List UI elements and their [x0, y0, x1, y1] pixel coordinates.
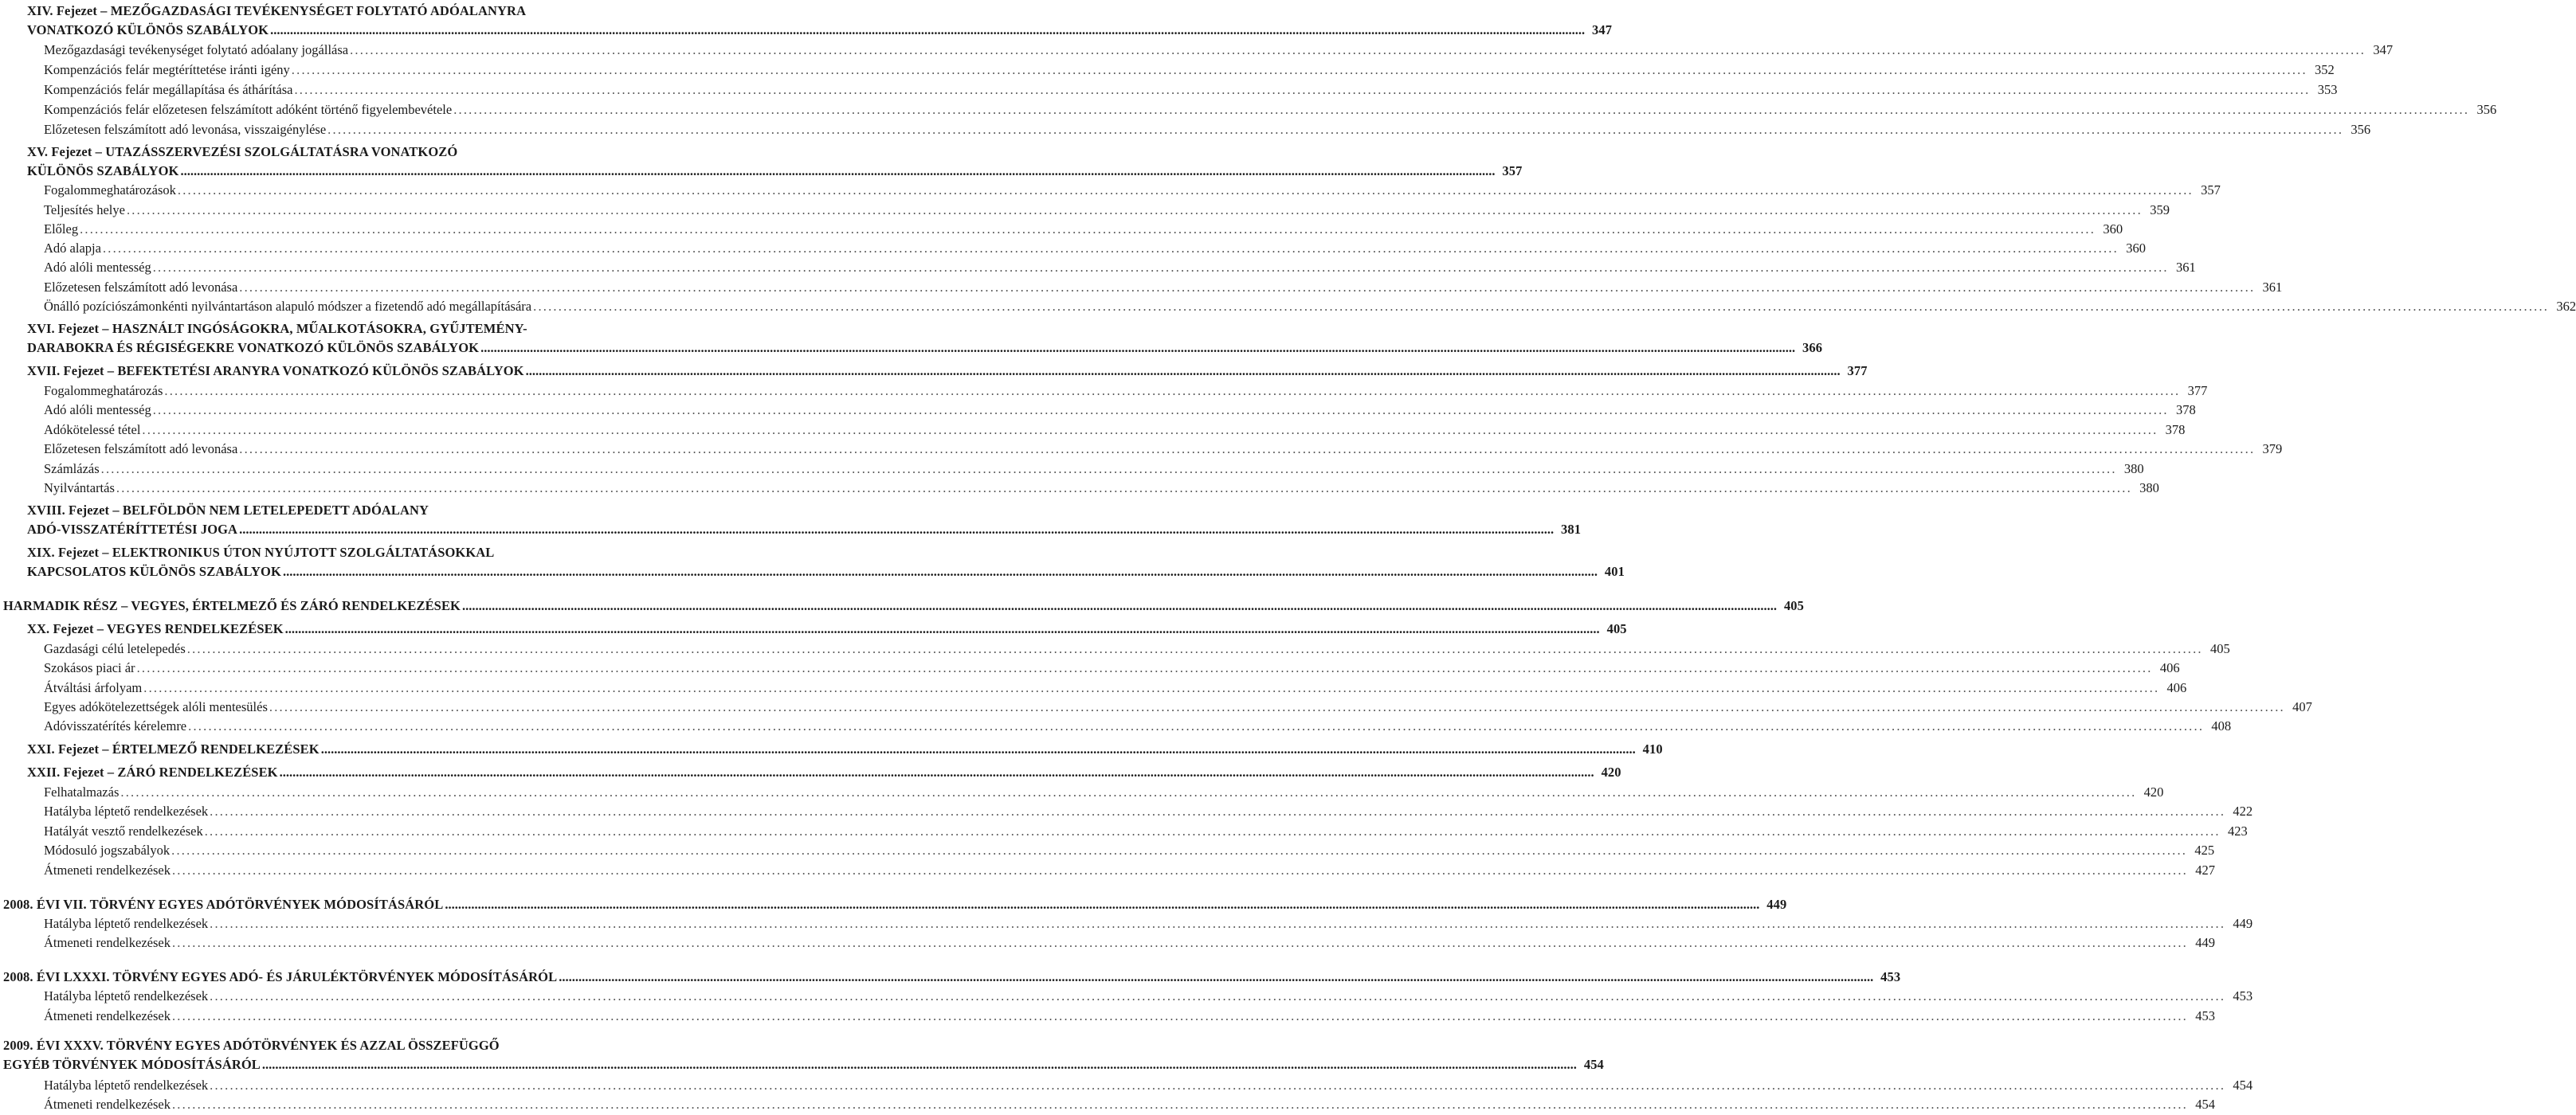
- dot-leader: ................................................................................................................................................................................................................................................................................................................................................................................................................: [171, 843, 2188, 858]
- toc-entry[interactable]: [0, 422, 2186, 440]
- toc-page-number: 406: [2159, 660, 2180, 675]
- dot-leader: ................................................................................................................................................................................................................................................................................................................................................................................................................: [210, 1078, 2226, 1093]
- toc-entry-title: Előzetesen felszámított adó levonása: [44, 280, 238, 295]
- dot-leader: ................................................................................................................................................................................................................................................................................................................................................................................................................: [462, 598, 1777, 613]
- toc-page-number: 361: [2262, 280, 2283, 295]
- toc-page-number: 366: [1802, 340, 1823, 355]
- toc-entry[interactable]: [0, 680, 2187, 698]
- toc-page-number: 353: [2317, 82, 2338, 97]
- toc-page-number: 360: [2126, 241, 2146, 256]
- dot-leader: ................................................................................................................................................................................................................................................................................................................................................................................................................: [327, 122, 2344, 137]
- toc-entry[interactable]: [0, 122, 2371, 139]
- dot-leader: ................................................................................................................................................................................................................................................................................................................................................................................................................: [164, 383, 2181, 398]
- toc-chapter-heading[interactable]: [0, 522, 1582, 539]
- toc-page-number: 406: [2166, 680, 2187, 695]
- toc-entry-title: Hatályát vesztő rendelkezések: [44, 824, 203, 839]
- toc-page-number: 454: [2233, 1078, 2253, 1093]
- toc-entry-title: Adó alapja: [44, 241, 101, 256]
- toc-entry-title: KAPCSOLATOS KÜLÖNÖS SZABÁLYOK: [27, 564, 281, 579]
- toc-page-number: 380: [2139, 480, 2159, 495]
- toc-entry[interactable]: [0, 441, 2283, 459]
- dot-leader: ................................................................................................................................................................................................................................................................................................................................................................................................................: [136, 660, 2153, 675]
- toc-page-number: 449: [2233, 916, 2253, 931]
- dot-leader: ................................................................................................................................................................................................................................................................................................................................................................................................................: [533, 299, 2550, 314]
- toc-entry[interactable]: [0, 241, 2146, 258]
- toc-entry-title: XVI. Fejezet – HASZNÁLT INGÓSÁGOKRA, MŰALKOTÁSOKRA, GYŰJTEMÉNY-: [27, 321, 527, 336]
- toc-entry[interactable]: [0, 641, 2230, 659]
- dot-leader: ................................................................................................................................................................................................................................................................................................................................................................................................................: [116, 480, 2132, 495]
- toc-entry[interactable]: [0, 102, 2497, 119]
- toc-page-number: 453: [1880, 969, 1901, 984]
- dot-leader: ................................................................................................................................................................................................................................................................................................................................................................................................................: [320, 741, 1636, 757]
- toc-part-heading[interactable]: [0, 1038, 765, 1055]
- toc-entry-title: Módosuló jogszabályok: [44, 843, 171, 858]
- toc-page-number: 379: [2262, 441, 2283, 456]
- toc-page-number: 381: [1561, 522, 1582, 537]
- toc-entry[interactable]: [0, 1078, 2253, 1095]
- toc-entry[interactable]: [0, 202, 2170, 220]
- toc-page-number: 420: [2143, 784, 2164, 800]
- toc-page-number: 425: [2194, 843, 2215, 858]
- toc-entry-title: Nyilvántartás: [44, 480, 115, 495]
- toc-chapter-heading[interactable]: [0, 163, 1523, 181]
- dot-leader: ................................................................................................................................................................................................................................................................................................................................................................................................................: [279, 765, 1594, 780]
- dot-leader: ................................................................................................................................................................................................................................................................................................................................................................................................................: [186, 641, 2203, 656]
- dot-leader: ................................................................................................................................................................................................................................................................................................................................................................................................................: [100, 461, 2117, 476]
- dot-leader: ................................................................................................................................................................................................................................................................................................................................................................................................................: [270, 22, 1586, 37]
- toc-page-number: 423: [2227, 824, 2248, 839]
- dot-leader: ................................................................................................................................................................................................................................................................................................................................................................................................................: [152, 260, 2169, 275]
- toc-page-number: 422: [2233, 804, 2253, 819]
- toc-page-number: 362: [2556, 299, 2576, 314]
- toc-entry-title: Fogalommeghatározások: [44, 182, 176, 198]
- toc-page-number: 401: [1604, 564, 1625, 579]
- toc-part-heading[interactable]: [0, 897, 1787, 914]
- toc-entry[interactable]: [0, 402, 2196, 420]
- toc-entry-title: XIV. Fejezet – MEZŐGAZDASÁGI TEVÉKENYSÉGET FOLYTATÓ ADÓALANYRA: [27, 3, 527, 18]
- dot-leader: ................................................................................................................................................................................................................................................................................................................................................................................................................: [284, 621, 1600, 636]
- toc-entry-title: EGYÉB TÖRVÉNYEK MÓDOSÍTÁSÁRÓL: [3, 1057, 261, 1072]
- toc-entry[interactable]: [0, 699, 2312, 717]
- toc-entry-title: XVII. Fejezet – BEFEKTETÉSI ARANYRA VONATKOZÓ KÜLÖNÖS SZABÁLYOK: [27, 363, 524, 378]
- toc-entry-title: Mezőgazdasági tevékenységet folytató adóalany jogállása: [44, 42, 349, 57]
- toc-entry[interactable]: [0, 843, 2215, 860]
- toc-page-number: 420: [1601, 765, 1621, 780]
- toc-chapter-heading[interactable]: [0, 3, 765, 21]
- dot-leader: ................................................................................................................................................................................................................................................................................................................................................................................................................: [559, 969, 1874, 984]
- dot-leader: ................................................................................................................................................................................................................................................................................................................................................................................................................: [453, 102, 2470, 117]
- toc-part-heading[interactable]: [0, 1057, 1604, 1074]
- toc-page-number: 347: [2373, 42, 2394, 57]
- toc-entry-title: DARABOKRA ÉS RÉGISÉGEKRE VONATKOZÓ KÜLÖNÖS SZABÁLYOK: [27, 340, 480, 355]
- toc-page-number: 453: [2195, 1008, 2215, 1023]
- toc-page-number: 454: [2195, 1097, 2215, 1112]
- toc-entry-title: 2008. ÉVI VII. TÖRVÉNY EGYES ADÓTÖRVÉNYEK MÓDOSÍTÁSÁRÓL: [3, 897, 444, 912]
- toc-page-number: 449: [2195, 935, 2215, 950]
- dot-leader: ................................................................................................................................................................................................................................................................................................................................................................................................................: [171, 1008, 2188, 1023]
- toc-chapter-heading[interactable]: [0, 765, 1621, 782]
- toc-entry-title: Előzetesen felszámított adó levonása: [44, 441, 238, 456]
- toc-entry-title: Hatályba léptető rendelkezések: [44, 916, 209, 931]
- dot-leader: ................................................................................................................................................................................................................................................................................................................................................................................................................: [120, 784, 2137, 800]
- toc-entry-title: Adóvisszatérítés kérelemre: [44, 718, 187, 734]
- toc-entry[interactable]: [0, 461, 2144, 479]
- toc-page-number: 359: [2150, 202, 2170, 217]
- toc-page-number: 405: [1606, 621, 1627, 636]
- toc-entry-title: Önálló pozíciószámonkénti nyilvántartáson alapuló módszer a fizetendő adó megállapítására: [44, 299, 532, 314]
- dot-leader: ................................................................................................................................................................................................................................................................................................................................................................................................................: [171, 863, 2188, 878]
- toc-page-number: 405: [1783, 598, 1804, 613]
- toc-page-number: 410: [1642, 741, 1663, 757]
- toc-entry-title: Teljesítés helye: [44, 202, 125, 217]
- toc-page-number: 378: [2165, 422, 2186, 437]
- toc-entry-title: XVIII. Fejezet – BELFÖLDÖN NEM LETELEPEDETT ADÓALANY: [27, 503, 429, 518]
- toc-entry-title: Előleg: [44, 221, 79, 237]
- toc-entry[interactable]: [0, 718, 2232, 736]
- toc-page-number: 407: [2292, 699, 2312, 714]
- toc-page-number: 352: [2315, 62, 2335, 77]
- dot-leader: ................................................................................................................................................................................................................................................................................................................................................................................................................: [269, 699, 2285, 714]
- dot-leader: ................................................................................................................................................................................................................................................................................................................................................................................................................: [204, 824, 2221, 839]
- toc-entry-title: Adókötelessé tétel: [44, 422, 141, 437]
- toc-entry[interactable]: [0, 1097, 2215, 1114]
- toc-entry[interactable]: [0, 784, 2164, 802]
- toc-entry-title: Előzetesen felszámított adó levonása, visszaigénylése: [44, 122, 327, 137]
- toc-page-number: 405: [2210, 641, 2230, 656]
- toc-part-heading[interactable]: [0, 969, 1901, 987]
- toc-entry-title: XV. Fejezet – UTAZÁSSZERVEZÉSI SZOLGÁLTATÁSRA VONATKOZÓ: [27, 144, 458, 159]
- toc-page-number: 377: [2187, 383, 2208, 398]
- toc-chapter-heading[interactable]: [0, 621, 1627, 639]
- toc-part-heading[interactable]: [0, 598, 1804, 616]
- toc-entry[interactable]: [0, 82, 2338, 100]
- toc-chapter-heading[interactable]: [0, 363, 1868, 381]
- toc-entry[interactable]: [0, 280, 2283, 297]
- dot-leader: ................................................................................................................................................................................................................................................................................................................................................................................................................: [80, 221, 2096, 237]
- toc-entry[interactable]: [0, 260, 2196, 277]
- toc-entry-title: Fogalommeghatározás: [44, 383, 163, 398]
- toc-entry[interactable]: [0, 1008, 2215, 1026]
- dot-leader: ................................................................................................................................................................................................................................................................................................................................................................................................................: [210, 988, 2226, 1003]
- toc-page-number: 361: [2175, 260, 2196, 275]
- toc-entry-title: Hatályba léptető rendelkezések: [44, 1078, 209, 1093]
- toc-entry-title: 2009. ÉVI XXXV. TÖRVÉNY EGYES ADÓTÖRVÉNYEK ÉS AZZAL ÖSSZEFÜGGŐ: [3, 1038, 500, 1053]
- dot-leader: ................................................................................................................................................................................................................................................................................................................................................................................................................: [239, 522, 1555, 537]
- toc-page-number: 378: [2175, 402, 2196, 417]
- dot-leader: ................................................................................................................................................................................................................................................................................................................................................................................................................: [480, 340, 1796, 355]
- dot-leader: ................................................................................................................................................................................................................................................................................................................................................................................................................: [171, 1097, 2188, 1112]
- dot-leader: ................................................................................................................................................................................................................................................................................................................................................................................................................: [142, 422, 2158, 437]
- toc-entry-title: Egyes adókötelezettségek alóli mentesülés: [44, 699, 268, 714]
- toc-entry-title: VONATKOZÓ KÜLÖNÖS SZABÁLYOK: [27, 22, 269, 37]
- toc-page-number: 377: [1847, 363, 1868, 378]
- toc-entry-title: Kompenzációs felár megtéríttetése iránti igény: [44, 62, 290, 77]
- dot-leader: ................................................................................................................................................................................................................................................................................................................................................................................................................: [261, 1057, 1577, 1072]
- dot-leader: ................................................................................................................................................................................................................................................................................................................................................................................................................: [188, 718, 2205, 734]
- toc-page-number: 360: [2103, 221, 2123, 237]
- dot-leader: ................................................................................................................................................................................................................................................................................................................................................................................................................: [525, 363, 1841, 378]
- toc-entry-title: KÜLÖNÖS SZABÁLYOK: [27, 163, 179, 178]
- toc-chapter-heading[interactable]: [0, 503, 765, 520]
- dot-leader: ................................................................................................................................................................................................................................................................................................................................................................................................................: [294, 82, 2311, 97]
- toc-page-number: 408: [2211, 718, 2232, 734]
- toc-page-number: 357: [1502, 163, 1523, 178]
- toc-entry[interactable]: [0, 988, 2253, 1006]
- toc-entry-title: Adó alóli mentesség: [44, 402, 151, 417]
- toc-chapter-heading[interactable]: [0, 321, 765, 338]
- toc-entry-title: ADÓ-VISSZATÉRÍTTETÉSI JOGA: [27, 522, 238, 537]
- toc-chapter-heading[interactable]: [0, 22, 1613, 40]
- dot-leader: ................................................................................................................................................................................................................................................................................................................................................................................................................: [239, 280, 2256, 295]
- dot-leader: ................................................................................................................................................................................................................................................................................................................................................................................................................: [152, 402, 2169, 417]
- dot-leader: ................................................................................................................................................................................................................................................................................................................................................................................................................: [102, 241, 2119, 256]
- toc-entry-title: Hatályba léptető rendelkezések: [44, 804, 209, 819]
- toc-entry-title: Átmeneti rendelkezések: [44, 935, 171, 950]
- dot-leader: ................................................................................................................................................................................................................................................................................................................................................................................................................: [210, 916, 2226, 931]
- dot-leader: ................................................................................................................................................................................................................................................................................................................................................................................................................: [239, 441, 2256, 456]
- toc-entry-title: Adó alóli mentesség: [44, 260, 151, 275]
- toc-page-number: 427: [2195, 863, 2215, 878]
- dot-leader: ................................................................................................................................................................................................................................................................................................................................................................................................................: [291, 62, 2307, 77]
- toc-entry-title: HARMADIK RÉSZ – VEGYES, ÉRTELMEZŐ ÉS ZÁRÓ RENDELKEZÉSEK: [3, 598, 461, 613]
- dot-leader: ................................................................................................................................................................................................................................................................................................................................................................................................................: [171, 935, 2188, 950]
- toc-entry[interactable]: [0, 480, 2159, 498]
- toc-entry-title: XXI. Fejezet – ÉRTELMEZŐ RENDELKEZÉSEK: [27, 741, 320, 757]
- toc-chapter-heading[interactable]: [0, 144, 765, 162]
- toc-entry[interactable]: [0, 221, 2123, 239]
- toc-entry-title: XX. Fejezet – VEGYES RENDELKEZÉSEK: [27, 621, 284, 636]
- toc-page-number: 357: [2201, 182, 2221, 198]
- toc-entry[interactable]: [0, 383, 2208, 401]
- toc-entry-title: Átmeneti rendelkezések: [44, 1008, 171, 1023]
- toc-entry[interactable]: [0, 299, 2576, 316]
- toc-entry[interactable]: [0, 62, 2335, 80]
- toc-entry[interactable]: [0, 863, 2215, 880]
- toc-entry[interactable]: [0, 935, 2215, 953]
- dot-leader: ................................................................................................................................................................................................................................................................................................................................................................................................................: [143, 680, 2160, 695]
- toc-page-number: 356: [2351, 122, 2371, 137]
- toc-entry-title: Szokásos piaci ár: [44, 660, 135, 675]
- toc-page-number: 380: [2123, 461, 2144, 476]
- toc-entry[interactable]: [0, 916, 2253, 933]
- toc-entry-title: Átváltási árfolyam: [44, 680, 143, 695]
- toc-chapter-heading[interactable]: [0, 340, 1823, 358]
- toc-page-number: 453: [2233, 988, 2253, 1003]
- toc-page-number: 356: [2476, 102, 2497, 117]
- toc-entry-title: 2008. ÉVI LXXXI. TÖRVÉNY EGYES ADÓ- ÉS JÁRULÉKTÖRVÉNYEK MÓDOSÍTÁSÁRÓL: [3, 969, 558, 984]
- dot-leader: ................................................................................................................................................................................................................................................................................................................................................................................................................: [282, 564, 1598, 579]
- dot-leader: ................................................................................................................................................................................................................................................................................................................................................................................................................: [445, 897, 1760, 912]
- toc-entry-title: XXII. Fejezet – ZÁRÓ RENDELKEZÉSEK: [27, 765, 278, 780]
- toc-entry-title: Hatályba léptető rendelkezések: [44, 988, 209, 1003]
- toc-entry[interactable]: [0, 660, 2180, 678]
- toc-entry-title: Felhatalmazás: [44, 784, 120, 800]
- toc-entry-title: Átmeneti rendelkezések: [44, 1097, 171, 1112]
- toc-entry-title: Kompenzációs felár megállapítása és áthárítása: [44, 82, 293, 97]
- toc-entry-title: Kompenzációs felár előzetesen felszámított adóként történő figyelembevétele: [44, 102, 453, 117]
- toc-entry-title: Átmeneti rendelkezések: [44, 863, 171, 878]
- toc-chapter-heading[interactable]: [0, 545, 765, 562]
- toc-entry-title: XIX. Fejezet – ELEKTRONIKUS ÚTON NYÚJTOTT SZOLGÁLTATÁSOKKAL: [27, 545, 495, 560]
- dot-leader: ................................................................................................................................................................................................................................................................................................................................................................................................................: [180, 163, 1496, 178]
- dot-leader: ................................................................................................................................................................................................................................................................................................................................................................................................................: [177, 182, 2194, 198]
- toc-page-number: 347: [1592, 22, 1613, 37]
- dot-leader: ................................................................................................................................................................................................................................................................................................................................................................................................................: [126, 202, 2143, 217]
- toc-page-number: 454: [1583, 1057, 1604, 1072]
- toc-entry[interactable]: [0, 182, 2221, 200]
- dot-leader: ................................................................................................................................................................................................................................................................................................................................................................................................................: [210, 804, 2226, 819]
- toc-entry-title: Számlázás: [44, 461, 100, 476]
- dot-leader: ................................................................................................................................................................................................................................................................................................................................................................................................................: [350, 42, 2366, 57]
- toc-entry[interactable]: [0, 824, 2248, 841]
- toc-entry[interactable]: [0, 804, 2253, 821]
- toc-chapter-heading[interactable]: [0, 741, 1663, 759]
- toc-page-number: 449: [1766, 897, 1787, 912]
- toc-entry-title: Gazdasági célú letelepedés: [44, 641, 186, 656]
- toc-chapter-heading[interactable]: [0, 564, 1625, 581]
- toc-entry[interactable]: [0, 42, 2394, 60]
